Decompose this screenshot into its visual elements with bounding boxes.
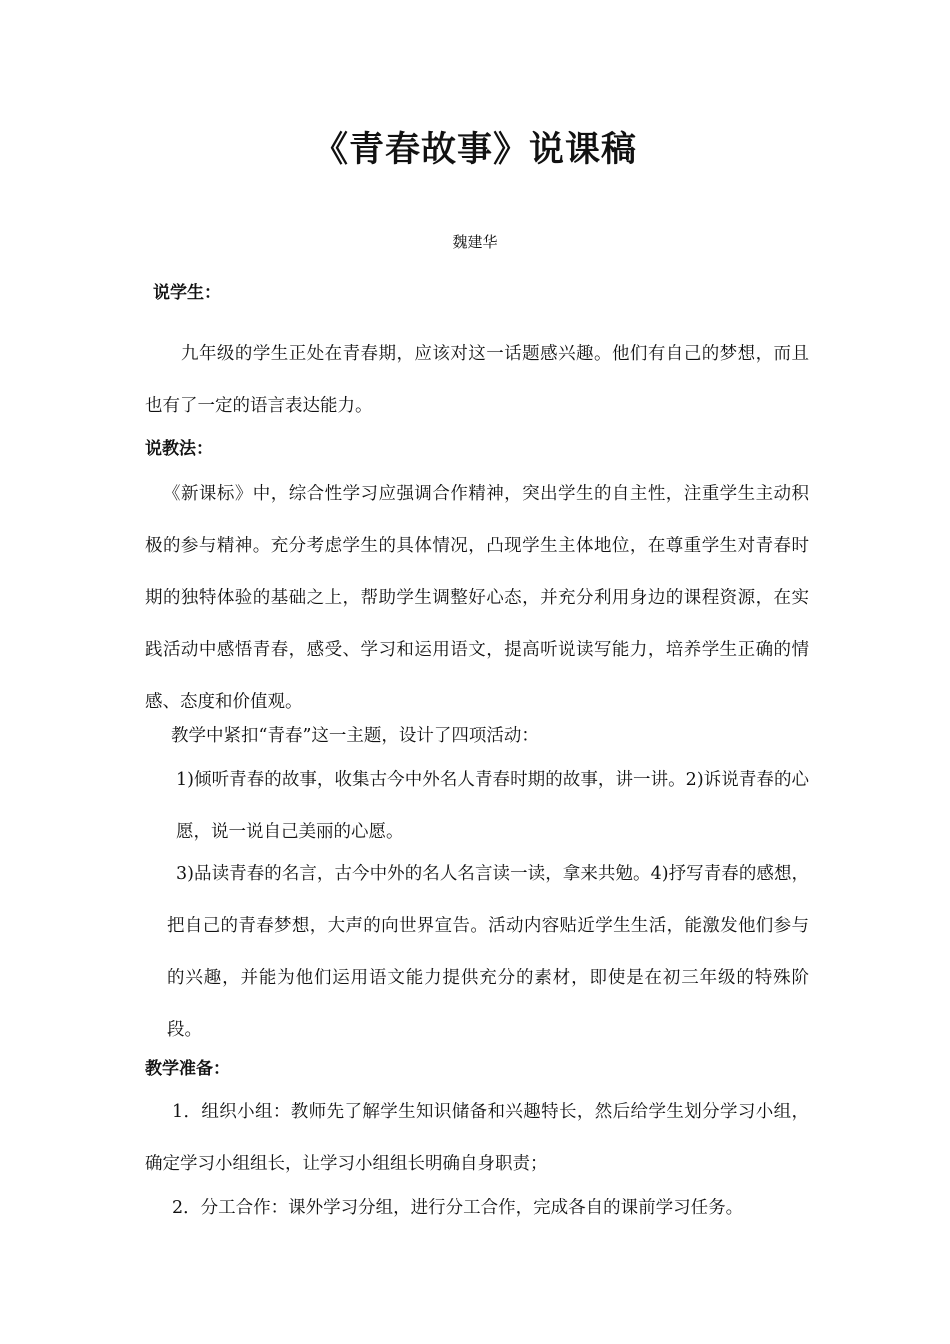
activities-1-2: 1)倾听青春的故事，收集古今中外名人青春时期的故事，讲一讲。2)诉说青春的心愿，说一说自己美丽的心愿。 <box>176 770 809 842</box>
section-heading-students: 说学生： <box>153 283 221 303</box>
students-paragraph: 九年级的学生正处在青春期，应该对这一话题感兴趣。他们有自己的梦想，而且也有了一定的语言表达能力。 <box>145 344 809 416</box>
preparation-item-2: 2．分工合作：课外学习分组，进行分工合作，完成各自的课前学习任务。 <box>172 1198 744 1218</box>
preparation-item-1: 1．组织小组：教师先了解学生知识储备和兴趣特长，然后给学生划分学习小组，确定学习小组组长，让学习小组组长明确自身职责； <box>145 1102 809 1174</box>
activities-intro: 教学中紧扣“青春”这一主题，设计了四项活动： <box>171 726 539 746</box>
section-heading-teaching-method: 说教法： <box>145 439 213 459</box>
author-name: 魏建华 <box>452 233 498 251</box>
document-title: 《青春故事》说课稿 <box>312 130 637 170</box>
teaching-method-paragraph: 《新课标》中，综合性学习应强调合作精神，突出学生的自主性，注重学生主动积极的参与精神。充分考虑学生的具体情况，凸现学生主体地位，在尊重学生对青春时期的独特体验的基础之上，帮助学生调整好心态，并充分利用身边的课程资源，在实践活动中感悟青春，感受、学习和运用语文，提高听说读写能力，培养学生正确的情感、态度和价值观。 <box>145 484 809 712</box>
activities-3-4: 3)品读青春的名言，古今中外的名人名言读一读，拿来共勉。4)抒写青春的感想，把自己的青春梦想，大声的向世界宣告。活动内容贴近学生生活，能激发他们参与的兴趣，并能为他们运用语文能力提供充分的素材，即使是在初三年级的特殊阶段。 <box>167 864 809 1040</box>
section-heading-preparation: 教学准备： <box>145 1059 230 1079</box>
